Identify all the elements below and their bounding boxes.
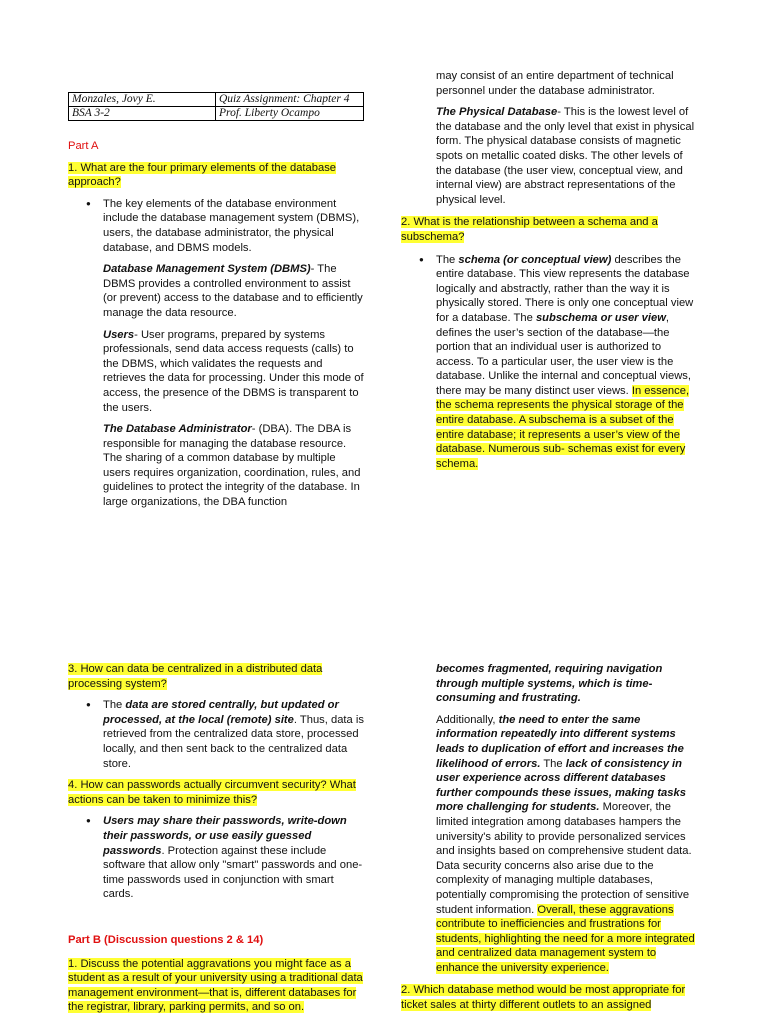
- aggravations-paragraph: Additionally, the need to enter the same information repeatedly into different systems leads to duplication of effort and increases the likelihood of errors. The lack of consistency in user experience across different databases further compounds these issues, making tasks more challenging for students. Moreover, the limited integration among databases hampers the university's ability to provide personalized services and insights based on comprehensive student data. Data security concerns also arise due to the complexity of managing multiple databases, potentially compromising the protection of sensitive student information. Overall, these aggravations contribute to inefficiencies and frustrations for students, highlighting the need for a more integrated and centralized data management system to enhance the university experience.: [436, 713, 695, 974]
- question-4: 4. How can passwords actually circumvent security? What actions can be taken to minimize this?: [68, 779, 356, 806]
- part-b-heading: Part B (Discussion questions 2 & 14): [68, 933, 264, 946]
- professor: Prof. Liberty Ocampo: [216, 107, 364, 121]
- part-b-question-1: 1. Discuss the potential aggravations you might face as a student as a result of your university using a traditional data management environment—that is, different databases for the registrar, library, parking permits, and so on.: [68, 957, 363, 1014]
- question-1: 1. What are the four primary elements of the database approach?: [68, 161, 337, 189]
- part-a-heading: Part A: [68, 140, 99, 152]
- header-table: [68, 92, 364, 121]
- page2-left-column: [68, 662, 366, 1015]
- student-name: Monzales, Jovy E.: [69, 93, 216, 107]
- quiz-title: Quiz Assignment: Chapter 4: [216, 93, 364, 107]
- users-paragraph: Users- User programs, prepared by systems professionals, send data access requests (calls) to the DBMS, which validates the requests and retrieves the data for processing. Under this mode of access, the presence of the DBMS is transparent to the users.: [103, 328, 364, 414]
- dba-paragraph: The Database Administrator- (DBA). The DBA is responsible for managing the database resource. The sharing of a common database by multiple users requires organization, coordination, rules, and guidelines to protect the integrity of the database. In large organizations, the DBA function: [103, 423, 361, 509]
- answer-4-bullet: ● Users may share their passwords, write-down their passwords, or use easily guessed passwords. Protection against these include software that allow only "smart" passwords and one-time passwords used in conjunction with smart cards.: [68, 814, 366, 902]
- answer-3-bullet: ● The data are stored centrally, but updated or processed, at the local (remote) site. Thus, data is retrieved from the centralized data store, processed locally, and then sent back to the centralized data store.: [68, 698, 366, 771]
- question-3: 3. How can data be centralized in a distributed data processing system?: [68, 663, 323, 690]
- dbms-paragraph: Database Management System (DBMS)- The DBMS provides a controlled environment to assist (or prevent) access to the database and to efficiently manage the data resource.: [103, 263, 363, 319]
- page1-left-column: [68, 92, 366, 510]
- answer-continued: becomes fragmented, requiring navigation through multiple systems, which is time-consuming and frustrating.: [436, 663, 663, 705]
- question-2: 2. What is the relationship between a schema and a subschema?: [401, 216, 658, 243]
- page1-right-column: [401, 69, 701, 471]
- part-b-question-2: 2. Which database method would be most appropriate for ticket sales at thirty different outlets to an assigned: [401, 984, 686, 1012]
- section: BSA 3-2: [69, 107, 216, 121]
- dba-continued: may consist of an entire department of technical personnel under the database administrator.: [436, 70, 674, 97]
- answer-2-bullet: ● The schema (or conceptual view) describes the entire database. This view represents the database logically and abstractly, rather than the way it is physically stored. There is only one conceptual view for a database. The subschema or user view, defines the user’s section of the database—the portion that an individual user is authorized to access. To a particular user, the user view is the database. Unlike the internal and conceptual views, there may be many distinct user views. In essence, the schema represents the physical storage of the entire database. A subschema is a subset of the entire database; it represents a user’s view of the database. Numerous sub- schemas exist for every schema.: [401, 253, 701, 472]
- answer-1-bullet: ● The key elements of the database environment include the database management system (DBMS), users, the database administrator, the physical database, and DBMS models.: [68, 197, 366, 255]
- page2-right-column: [401, 662, 701, 1013]
- physical-db-paragraph: The Physical Database- This is the lowest level of the database and the only level that exist in physical form. The physical database consists of magnetic spots on metallic coated disks. The other levels of the database (the user view, conceptual view, and internal view) are abstract representations of the physical level.: [436, 106, 695, 206]
